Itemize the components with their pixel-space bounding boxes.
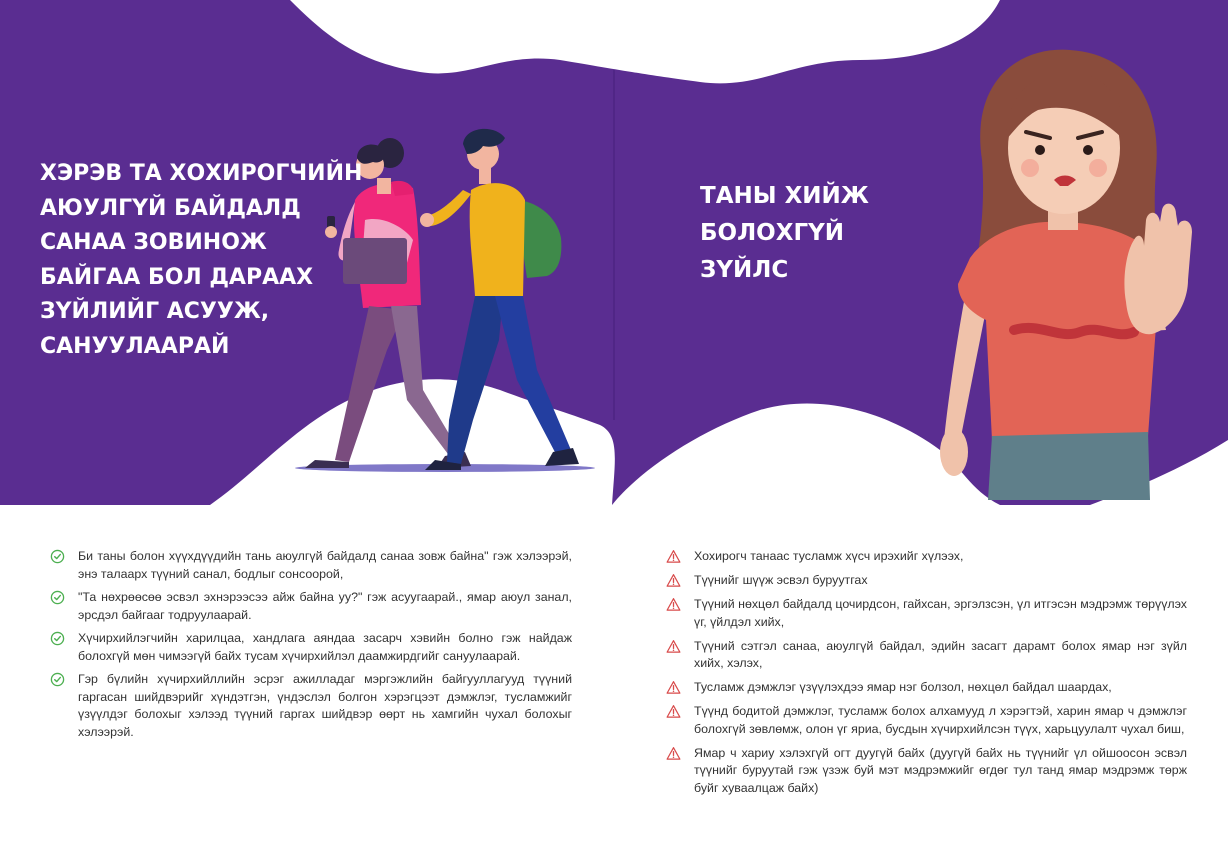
list-item bbox=[666, 703, 1187, 738]
check-circle-icon bbox=[50, 549, 65, 564]
left-headline-line: САНАА ЗОВИНОЖ bbox=[40, 230, 267, 256]
list-item-text: Түүнд бодитой дэмжлэг, тусламж болох алхамууд л хэрэгтэй, харин ямар ч дэмжлэг болохгүй зөвлөмж, олон үг яриа, бусдын хүчирхийлсэн түүх, харьцуулалт чухал биш, bbox=[694, 704, 1187, 736]
list-item-text: Хүчирхийлэгчийн харилцаа, хандлага аяндаа засарч хэвийн болно гэж найдаж болохгүй мөн чимээгүй байх тусам хүчирхийлэл даамжирдгийг сануулаарай. bbox=[78, 631, 572, 663]
list-item bbox=[666, 548, 1187, 566]
list-item-text: Гэр бүлийн хүчирхийллийн эсрэг ажилладаг мэргэжлийн байгууллагууд түүний гаргасан шийдвэрийг хүндэтгэн, үндэслэл болгон хэрэгцээт дэмжлэг, тусламжийг үзүүлдэг болохыг хэлээд түүний гаргах шийдвэр өөрт нь хамгийн чухал болохыг хэлээрэй. bbox=[78, 672, 572, 739]
stop-gesture-woman-illustration bbox=[930, 40, 1220, 500]
list-item bbox=[50, 548, 572, 583]
list-item-text: Түүнийг шүүж эсвэл буруутгах bbox=[694, 573, 868, 587]
list-item-text: "Та нөхрөөсөө эсвэл эхнэрээсээ айж байна уу?" гэж асуугаарай., ямар аюул занал, эрсдэл байгааг тодруулаарай. bbox=[78, 590, 572, 622]
list-item bbox=[50, 630, 572, 665]
list-item bbox=[666, 638, 1187, 673]
list-item bbox=[50, 671, 572, 741]
left-headline-line: БАЙГАА БОЛ ДАРААХ bbox=[40, 264, 314, 290]
warning-triangle-icon bbox=[666, 639, 681, 654]
left-headline-line: ХЭРЭВ ТА ХОХИРОГЧИЙН bbox=[40, 161, 363, 186]
right-headline-line: ЗҮЙЛС bbox=[700, 257, 789, 283]
warning-triangle-icon bbox=[666, 597, 681, 612]
list-item-text: Түүний нөхцөл байдалд цочирдсон, гайхсан, эргэлзсэн, үл итгэсэн мэдрэмж төрүүлэх үг, үйлдэл хийх, bbox=[694, 597, 1187, 629]
warning-triangle-icon bbox=[666, 746, 681, 761]
right-headline bbox=[700, 178, 940, 289]
check-circle-icon bbox=[50, 590, 65, 605]
list-item bbox=[666, 572, 1187, 590]
list-item-text: Би таны болон хүүхдүүдийн тань аюулгүй байдалд санаа зовж байна" гэж хэлээрэй, энэ талаарх түүний санал, бодлыг сонсоорой, bbox=[78, 549, 572, 581]
left-headline-line: САНУУЛААРАЙ bbox=[40, 333, 230, 359]
man-figure bbox=[420, 129, 579, 470]
list-item bbox=[50, 589, 572, 624]
check-circle-icon bbox=[50, 672, 65, 687]
right-headline-line: БОЛОХГҮЙ bbox=[700, 220, 845, 246]
list-item bbox=[666, 745, 1187, 798]
left-headline bbox=[40, 157, 370, 365]
left-headline-line: ЗҮЙЛИЙГ АСУУЖ, bbox=[40, 299, 270, 325]
list-item bbox=[666, 596, 1187, 631]
list-item-text: Тусламж дэмжлэг үзүүлэхдээ ямар нэг болзол, нөхцөл байдал шаардах, bbox=[694, 680, 1112, 694]
warning-triangle-icon bbox=[666, 704, 681, 719]
right-headline-line: ТАНЫ ХИЙЖ bbox=[700, 183, 869, 209]
warning-triangle-icon bbox=[666, 680, 681, 695]
list-item-text: Хохирогч танаас тусламж хүсч ирэхийг хүлээх, bbox=[694, 549, 964, 563]
dos-list bbox=[50, 548, 572, 747]
check-circle-icon bbox=[50, 631, 65, 646]
list-item-text: Ямар ч хариу хэлэхгүй огт дуугүй байх (дуугүй байх нь түүнийг үл ойшоосон эсвэл түүнийг буруутай гэж үзэж буй мэт мэдрэмжийг өгдөг тул танд ямар мэдрэмж төрж буйг хуваалцаж байх) bbox=[694, 745, 1187, 795]
list-item-text: Түүний сэтгэл санаа, аюулгүй байдал, эдийн засагт дарамт болох ямар нэг зүйл хийх, хэлэх, bbox=[694, 638, 1187, 670]
list-item bbox=[666, 679, 1187, 697]
warning-triangle-icon bbox=[666, 549, 681, 564]
donts-list bbox=[666, 548, 1187, 804]
warning-triangle-icon bbox=[666, 573, 681, 588]
left-headline-line: АЮУЛГҮЙ БАЙДАЛД bbox=[40, 195, 301, 221]
